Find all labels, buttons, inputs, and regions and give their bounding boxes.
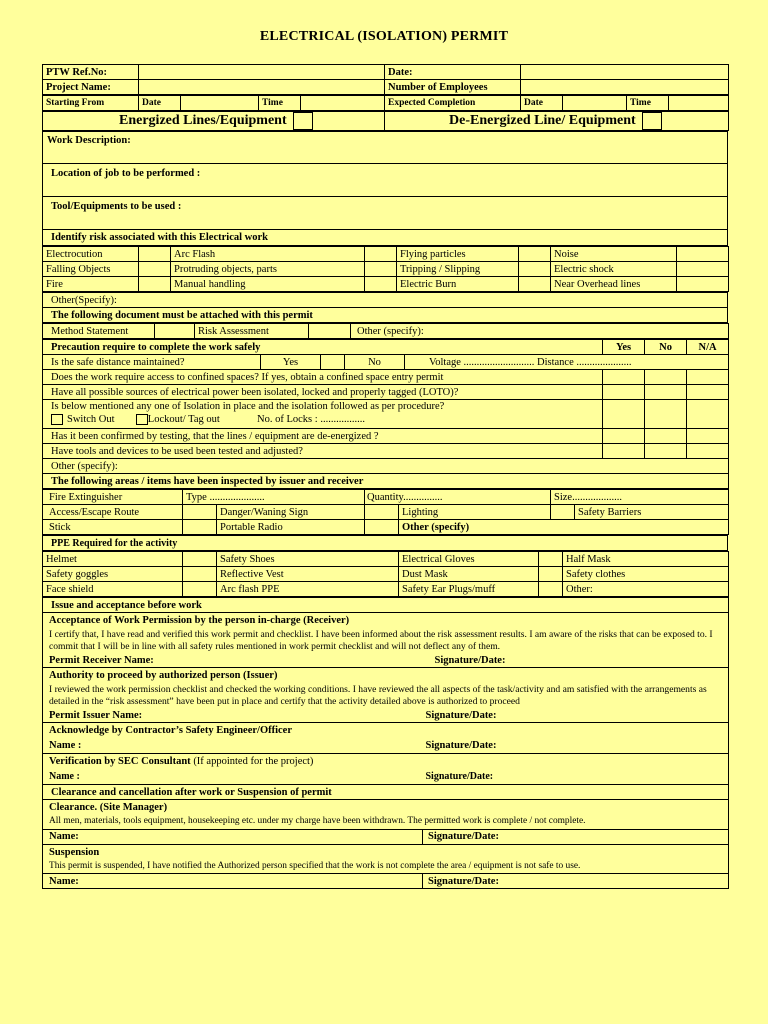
- inspected-header: The following areas / items have been inspected by issuer and receiver: [43, 474, 729, 489]
- risk-item: Protruding objects, parts: [171, 262, 365, 277]
- permit-form: [42, 64, 728, 889]
- risk-checkbox[interactable]: [139, 277, 171, 292]
- other-precaution-field[interactable]: Other (specify):: [43, 459, 729, 474]
- answer-na-box[interactable]: [687, 444, 729, 459]
- ppe-item: Safety clothes: [563, 567, 729, 582]
- risk-checkbox[interactable]: [519, 262, 551, 277]
- expected-completion-label: Expected Completion: [385, 96, 521, 111]
- tools-tested-question: Have tools and devices to be used been tested and adjusted?: [43, 444, 603, 459]
- deenergized-label: De-Energized Line/ Equipment: [449, 113, 636, 129]
- answer-no-box[interactable]: [645, 400, 687, 429]
- answer-yes-box[interactable]: [603, 400, 645, 429]
- acceptance-text: I certify that, I have read and verified this work permit and checklist. I have been informed about the risk assessment results. I am aware of the risks that can be exposed to. I commit that I will be in line with all safety rules mentioned in work permit checklist and will not deflect any of them.: [49, 629, 713, 652]
- ptw-ref-label: PTW Ref.No:: [43, 65, 139, 80]
- isolation-question: Is below mentioned any one of Isolation in place and the isolation followed as per procedure?: [51, 401, 445, 412]
- risk-checkbox[interactable]: [677, 247, 729, 262]
- clearance-title: Clearance. (Site Manager): [49, 802, 168, 813]
- authority-text: I reviewed the work permission checklist and checked the working conditions. I have reviewed the all aspects of the task/activity and am satisfied with the arrangements as detailed in the “risk assessment” have been put in place and certify that the activity detailed above is authorized to proceed: [49, 684, 707, 707]
- ppe-item: Arc flash PPE: [217, 582, 399, 597]
- answer-no-box[interactable]: [645, 429, 687, 444]
- risk-row: [43, 277, 729, 292]
- answer-na-box[interactable]: [687, 385, 729, 400]
- project-name-label: Project Name:: [43, 80, 139, 95]
- suspension-title: Suspension: [49, 846, 100, 858]
- ppe-item: Safety Ear Plugs/muff: [399, 582, 539, 597]
- ppe-item: Safety Shoes: [217, 552, 399, 567]
- answer-yes-box[interactable]: [603, 385, 645, 400]
- end-date-label: Date: [521, 96, 563, 111]
- risk-checkbox[interactable]: [139, 262, 171, 277]
- answer-na-box[interactable]: [687, 400, 729, 429]
- risk-item: Flying particles: [397, 247, 519, 262]
- suspension-name-field[interactable]: Name:: [43, 874, 423, 889]
- risk-checkbox[interactable]: [139, 247, 171, 262]
- confined-space-question: Does the work require access to confined spaces? If yes, obtain a confined space entry permit: [43, 370, 603, 385]
- num-locks-field[interactable]: No. of Locks : .................: [257, 414, 365, 425]
- ppe-header: PPE Required for the activity: [43, 536, 728, 551]
- ppe-item: Reflective Vest: [217, 567, 399, 582]
- answer-yes-box[interactable]: [603, 429, 645, 444]
- no-header: No: [645, 340, 687, 355]
- answer-yes-box[interactable]: [603, 370, 645, 385]
- clearance-text: All men, materials, tools equipment, housekeeping etc. under my charge have been withdrawn. The permitted work is complete / not complete.: [49, 816, 586, 826]
- risk-item: Electric shock: [551, 262, 677, 277]
- date-field[interactable]: [521, 65, 729, 80]
- clearance-block: [43, 800, 729, 830]
- suspension-signature-field[interactable]: Signature/Date:: [423, 874, 729, 889]
- ppe-checkbox[interactable]: [183, 552, 217, 567]
- sec-signature-field[interactable]: Signature/Date:: [423, 768, 729, 785]
- risk-item: Falling Objects: [43, 262, 139, 277]
- header-table: [42, 64, 729, 95]
- description-table: [42, 131, 728, 246]
- end-date-field[interactable]: [563, 96, 627, 111]
- risk-item: Fire: [43, 277, 139, 292]
- ppe-item: Safety goggles: [43, 567, 183, 582]
- contractor-name-field[interactable]: Name :: [43, 737, 423, 754]
- other-doc-field[interactable]: Other (specify):: [351, 324, 729, 339]
- yes-header: Yes: [603, 340, 645, 355]
- risk-table: [42, 246, 729, 292]
- fire-ext-size-field[interactable]: Size...................: [551, 490, 729, 505]
- clearance-header: Clearance and cancellation after work or Suspension of permit: [43, 785, 729, 800]
- ppe-checkbox[interactable]: [183, 567, 217, 582]
- ppe-checkbox[interactable]: [539, 552, 563, 567]
- num-employees-field[interactable]: [521, 80, 729, 95]
- loto-question: Have all possible sources of electrical power been isolated, locked and properly tagged (LOTO)?: [43, 385, 603, 400]
- suspension-block: [43, 844, 729, 874]
- isolation-question-cell: [43, 400, 603, 429]
- ppe-checkbox[interactable]: [183, 582, 217, 597]
- safe-distance-yes-box[interactable]: [321, 355, 345, 370]
- answer-na-box[interactable]: [687, 429, 729, 444]
- sec-title: Verification by SEC Consultant: [49, 755, 191, 767]
- safe-distance-no[interactable]: No: [345, 355, 405, 370]
- start-date-label: Date: [139, 96, 181, 111]
- work-description-label[interactable]: Work Description:: [43, 132, 728, 164]
- start-date-field[interactable]: [181, 96, 259, 111]
- risk-checkbox[interactable]: [365, 247, 397, 262]
- project-name-field[interactable]: [139, 80, 385, 95]
- doc-table: [42, 323, 729, 339]
- fire-extinguisher-label: Fire Extinguisher: [43, 490, 183, 505]
- answer-no-box[interactable]: [645, 444, 687, 459]
- num-employees-label: Number of Employees: [385, 80, 521, 95]
- deenergized-cell: [385, 112, 729, 131]
- receiver-name-field[interactable]: Permit Receiver Name:: [43, 653, 423, 668]
- doc-header: The following document must be attached with this permit: [43, 308, 728, 323]
- energized-label: Energized Lines/Equipment: [119, 113, 287, 129]
- precaution-header: Precaution require to complete the work safely: [43, 340, 603, 355]
- date-label: Date:: [385, 65, 521, 80]
- risk-item: Electrocution: [43, 247, 139, 262]
- lockout-checkbox[interactable]: [136, 414, 148, 425]
- risk-item: Electric Burn: [397, 277, 519, 292]
- risk-row: [43, 247, 729, 262]
- authority-block: [43, 668, 729, 709]
- ppe-other-field[interactable]: Other:: [563, 582, 729, 597]
- ppe-item: Helmet: [43, 552, 183, 567]
- contractor-signature-field[interactable]: Signature/Date:: [423, 737, 729, 754]
- switch-out-checkbox[interactable]: [51, 414, 63, 425]
- start-time-label: Time: [259, 96, 301, 111]
- method-statement-label: Method Statement: [43, 324, 155, 339]
- inspect-checkbox[interactable]: [365, 520, 399, 535]
- tools-label[interactable]: Tool/Equipments to be used :: [43, 197, 728, 230]
- energized-cell: [43, 112, 385, 131]
- start-time-field[interactable]: [301, 96, 385, 111]
- ppe-table: [42, 551, 729, 597]
- inspect-checkbox[interactable]: [183, 505, 217, 520]
- suspension-text: This permit is suspended, I have notified the Authorized person specified that the work is not complete the area / equipment is not safe to use.: [49, 860, 581, 871]
- sec-name-field[interactable]: Name :: [43, 768, 423, 785]
- risk-checkbox[interactable]: [677, 262, 729, 277]
- inspect-item: Portable Radio: [217, 520, 365, 535]
- risk-checkbox[interactable]: [519, 247, 551, 262]
- schedule-table: [42, 95, 729, 111]
- lockout-label: Lockout/ Tag out: [147, 414, 220, 425]
- risk-assessment-label: Risk Assessment: [195, 324, 309, 339]
- receiver-signature-field[interactable]: Signature/Date:: [423, 653, 729, 668]
- inspect-item: Safety Barriers: [575, 505, 729, 520]
- risk-checkbox[interactable]: [677, 277, 729, 292]
- ppe-item: Dust Mask: [399, 567, 539, 582]
- risk-item: Noise: [551, 247, 677, 262]
- precaution-table: [42, 339, 729, 489]
- issue-table: [42, 597, 729, 889]
- sec-title-note: (If appointed for the project): [190, 755, 314, 767]
- risk-header: Identify risk associated with this Electrical work: [43, 230, 728, 246]
- risk-checkbox[interactable]: [519, 277, 551, 292]
- voltage-distance-field[interactable]: Voltage ........................... Distance .....................: [405, 355, 729, 370]
- other-inspect-field[interactable]: Other (specify): [399, 520, 729, 535]
- risk-checkbox[interactable]: [365, 277, 397, 292]
- inspect-item: Lighting: [399, 505, 551, 520]
- risk-checkbox[interactable]: [365, 262, 397, 277]
- inspect-checkbox[interactable]: [365, 505, 399, 520]
- method-statement-checkbox[interactable]: [155, 324, 195, 339]
- isolation-options: [51, 413, 599, 426]
- page-title: ELECTRICAL (ISOLATION) PERMIT: [259, 29, 509, 44]
- inspect-item: Danger/Waning Sign: [217, 505, 365, 520]
- issuer-signature-field[interactable]: Signature/Date:: [423, 708, 729, 723]
- end-time-label: Time: [627, 96, 669, 111]
- line-status-table: [42, 111, 729, 131]
- risk-item: Arc Flash: [171, 247, 365, 262]
- energized-checkbox[interactable]: [293, 112, 313, 130]
- inspect-checkbox[interactable]: [551, 505, 575, 520]
- na-header: N/A: [687, 340, 729, 355]
- deenergized-question: Has it been confirmed by testing, that the lines / equipment are de-energized ?: [43, 429, 603, 444]
- ppe-header-table: [42, 535, 728, 551]
- issue-header: Issue and acceptance before work: [43, 598, 729, 613]
- ppe-item: Half Mask: [563, 552, 729, 567]
- safe-distance-yes[interactable]: Yes: [261, 355, 321, 370]
- risk-item: Tripping / Slipping: [397, 262, 519, 277]
- inspection-table: [42, 489, 729, 535]
- location-label[interactable]: Location of job to be performed :: [43, 164, 728, 197]
- fire-ext-type-field[interactable]: Type .....................: [183, 490, 365, 505]
- ptw-ref-field[interactable]: [139, 65, 385, 80]
- risk-item: Near Overhead lines: [551, 277, 677, 292]
- answer-yes-box[interactable]: [603, 444, 645, 459]
- ppe-item: Face shield: [43, 582, 183, 597]
- safe-distance-question: Is the safe distance maintained?: [43, 355, 261, 370]
- risk-row: [43, 262, 729, 277]
- fire-ext-quantity-field[interactable]: Quantity...............: [365, 490, 551, 505]
- starting-from-label: Starting From: [43, 96, 139, 111]
- deenergized-checkbox[interactable]: [642, 112, 662, 130]
- ppe-checkbox[interactable]: [539, 567, 563, 582]
- other-risk-field[interactable]: Other(Specify):: [43, 293, 728, 308]
- clearance-signature-field[interactable]: Signature/Date:: [423, 829, 729, 844]
- ppe-checkbox[interactable]: [539, 582, 563, 597]
- acceptance-block: [43, 613, 729, 654]
- risk-item: Manual handling: [171, 277, 365, 292]
- risk-assessment-checkbox[interactable]: [309, 324, 351, 339]
- contractor-title: Acknowledge by Contractor’s Safety Engineer/Officer: [43, 723, 729, 738]
- end-time-field[interactable]: [669, 96, 729, 111]
- other-risk-table: [42, 292, 728, 323]
- ppe-item: Electrical Gloves: [399, 552, 539, 567]
- answer-na-box[interactable]: [687, 370, 729, 385]
- acceptance-title: Acceptance of Work Permission by the person in-charge (Receiver): [49, 615, 350, 626]
- inspect-item: Stick: [43, 520, 183, 535]
- answer-no-box[interactable]: [645, 370, 687, 385]
- clearance-name-field[interactable]: Name:: [43, 829, 423, 844]
- switch-out-label: Switch Out: [67, 414, 115, 425]
- inspect-checkbox[interactable]: [183, 520, 217, 535]
- issuer-name-field[interactable]: Permit Issuer Name:: [43, 708, 423, 723]
- inspect-item: Access/Escape Route: [43, 505, 183, 520]
- authority-title: Authority to proceed by authorized person (Issuer): [49, 670, 278, 681]
- sec-title-cell: [43, 754, 729, 769]
- answer-no-box[interactable]: [645, 385, 687, 400]
